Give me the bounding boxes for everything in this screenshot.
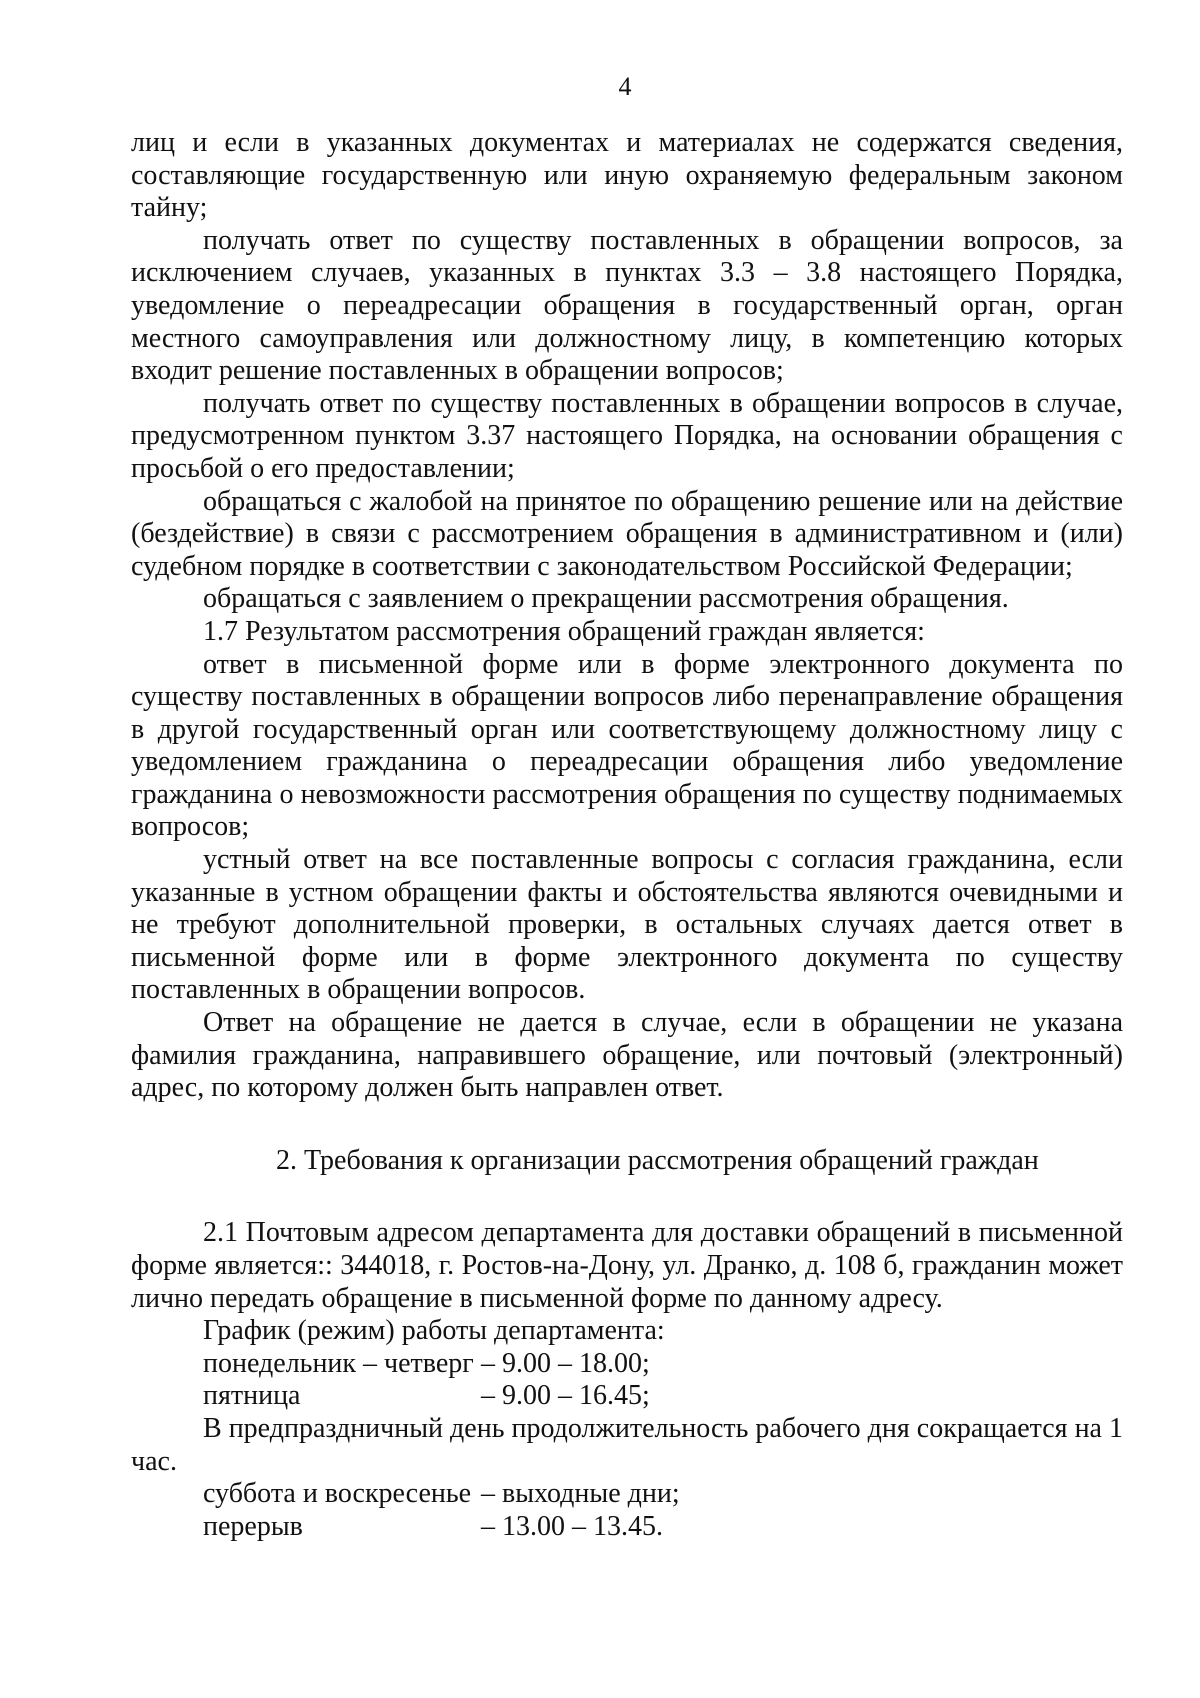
- schedule-row: [131, 1380, 1123, 1413]
- preholiday-note: В предпраздничный день продолжительность рабочего дня сокращается на 1 час.: [131, 1412, 1123, 1477]
- paragraph: обращаться с жалобой на принятое по обращению решение или на действие (бездействие) в связи с рассмотрением обращения в административном и (или) судебном порядке в соответствии с законодательством Российской Федерации;: [131, 485, 1123, 582]
- paragraph: получать ответ по существу поставленных в обращении вопросов в случае, предусмотренном пунктом 3.37 настоящего Порядка, на основании обращения с просьбой о его предоставлении;: [131, 387, 1123, 484]
- schedule-row: [131, 1348, 1123, 1381]
- schedule-hours: – 13.00 – 13.45.: [481, 1510, 663, 1542]
- schedule-day-label: перерыв: [203, 1510, 303, 1542]
- paragraph: получать ответ по существу поставленных в обращении вопросов, за исключением случаев, указанных в пунктах 3.3 – 3.8 настоящего Порядка, уведомление о переадресации обращения в государственный орган, орган местного самоуправления или должностному лицу, в компетенцию которых входит решение поставленных в обращении вопросов;: [131, 224, 1123, 387]
- document-body: [131, 127, 1123, 1543]
- paragraph-2-1: 2.1 Почтовым адресом департамента для доставки обращений в письменной форме является:: 344018, г. Ростов-на-Дону, ул. Дранко, д. 108 б, гражданин может лично передать обращение в письменной форме по данному адресу.: [131, 1217, 1123, 1314]
- schedule-day-label: понедельник – четверг: [203, 1347, 474, 1379]
- schedule-day-label: пятница: [203, 1380, 301, 1412]
- schedule-hours: – 9.00 – 16.45;: [481, 1380, 650, 1412]
- section-heading: 2. Требования к организации рассмотрения обращений граждан: [276, 1144, 1039, 1176]
- schedule-hours: – выходные дни;: [481, 1478, 680, 1510]
- paragraph: 1.7 Результатом рассмотрения обращений граждан является:: [203, 615, 925, 647]
- schedule-row: [131, 1511, 1123, 1544]
- schedule-hours: – 9.00 – 18.00;: [481, 1347, 650, 1379]
- paragraph: устный ответ на все поставленные вопросы с согласия гражданина, если указанные в устном обращении факты и обстоятельства являются очевидными и не требуют дополнительной проверки, в остальных случаях дается ответ в письменной форме или в форме электронного документа по существу поставленных в обращении вопросов.: [131, 844, 1123, 1006]
- paragraph: обращаться с заявлением о прекращении рассмотрения обращения.: [203, 583, 1009, 615]
- paragraph: Ответ на обращение не дается в случае, если в обращении не указана фамилия гражданина, направившего обращение, или почтовый (электронный) адрес, по которому должен быть направлен ответ.: [131, 1007, 1123, 1104]
- schedule-row: [131, 1478, 1123, 1511]
- paragraph: ответ в письменной форме или в форме электронного документа по существу поставленных в обращении вопросов либо перенаправление обращения в другой государственный орган или соответствующему должностному лицу с уведомлением гражданина о переадресации обращения либо уведомление гражданина о невозможности рассмотрения обращения по существу поднимаемых вопросов;: [131, 648, 1123, 843]
- paragraph: лиц и если в указанных документах и материалах не содержатся сведения, составляющие государственную или иную охраняемую федеральным законом тайну;: [131, 127, 1123, 224]
- schedule-title: График (режим) работы департамента:: [203, 1315, 665, 1347]
- page-number: 4: [618, 72, 632, 101]
- schedule-day-label: суббота и воскресенье: [203, 1478, 472, 1510]
